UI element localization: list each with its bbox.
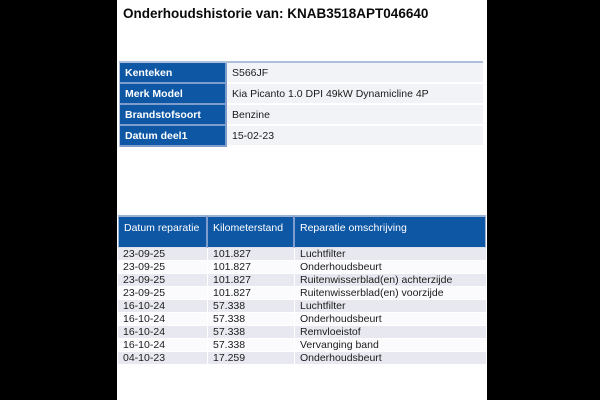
vehicle-row bbox=[120, 84, 483, 105]
history-row bbox=[118, 261, 486, 274]
cell-reparatie-omschrijving: Luchtfilter bbox=[295, 248, 486, 261]
cell-kilometerstand: 101.827 bbox=[208, 261, 295, 274]
history-header-row bbox=[118, 215, 486, 248]
history-row bbox=[118, 352, 486, 365]
cell-reparatie-omschrijving: Ruitenwisserblad(en) voorzijde bbox=[295, 287, 486, 300]
cell-reparatie-omschrijving: Onderhoudsbeurt bbox=[295, 261, 486, 274]
cell-reparatie-omschrijving: Luchtfilter bbox=[295, 300, 486, 313]
cell-reparatie-omschrijving: Ruitenwisserblad(en) achterzijde bbox=[295, 274, 486, 287]
cell-reparatie-omschrijving: Remvloeistof bbox=[295, 326, 486, 339]
vehicle-row bbox=[120, 105, 483, 126]
maintenance-history-table bbox=[118, 215, 486, 365]
document-page bbox=[117, 0, 487, 400]
cell-kilometerstand: 57.338 bbox=[208, 339, 295, 352]
history-row bbox=[118, 326, 486, 339]
vehicle-label-kenteken: Kenteken bbox=[120, 63, 227, 84]
vehicle-row bbox=[120, 63, 483, 84]
cell-reparatie-omschrijving: Onderhoudsbeurt bbox=[295, 313, 486, 326]
vehicle-value-datum-deel1: 15-02-23 bbox=[227, 126, 483, 147]
cell-kilometerstand: 101.827 bbox=[208, 248, 295, 261]
history-row bbox=[118, 287, 486, 300]
history-row bbox=[118, 274, 486, 287]
cell-datum-reparatie: 16-10-24 bbox=[118, 326, 208, 339]
cell-datum-reparatie: 23-09-25 bbox=[118, 261, 208, 274]
cell-datum-reparatie: 23-09-25 bbox=[118, 274, 208, 287]
column-header-reparatie-omschrijving: Reparatie omschrijving bbox=[295, 215, 486, 248]
history-row bbox=[118, 339, 486, 352]
history-row bbox=[118, 248, 486, 261]
cell-datum-reparatie: 23-09-25 bbox=[118, 287, 208, 300]
vehicle-label-brandstofsoort: Brandstofsoort bbox=[120, 105, 227, 126]
vehicle-value-brandstofsoort: Benzine bbox=[227, 105, 483, 126]
history-row bbox=[118, 313, 486, 326]
cell-datum-reparatie: 16-10-24 bbox=[118, 313, 208, 326]
column-header-datum-reparatie: Datum reparatie bbox=[118, 215, 208, 248]
cell-datum-reparatie: 04-10-23 bbox=[118, 352, 208, 365]
vehicle-value-kenteken: S566JF bbox=[227, 63, 483, 84]
cell-kilometerstand: 101.827 bbox=[208, 287, 295, 300]
cell-kilometerstand: 57.338 bbox=[208, 300, 295, 313]
history-row bbox=[118, 300, 486, 313]
cell-reparatie-omschrijving: Onderhoudsbeurt bbox=[295, 352, 486, 365]
cell-kilometerstand: 57.338 bbox=[208, 326, 295, 339]
cell-reparatie-omschrijving: Vervanging band bbox=[295, 339, 486, 352]
vehicle-label-datum-deel1: Datum deel1 bbox=[120, 126, 227, 147]
page-title: Onderhoudshistorie van: KNAB3518APT046640 bbox=[123, 6, 429, 21]
column-header-kilometerstand: Kilometerstand bbox=[208, 215, 295, 248]
cell-kilometerstand: 17.259 bbox=[208, 352, 295, 365]
cell-kilometerstand: 57.338 bbox=[208, 313, 295, 326]
vehicle-label-merk-model: Merk Model bbox=[120, 84, 227, 105]
cell-datum-reparatie: 23-09-25 bbox=[118, 248, 208, 261]
cell-datum-reparatie: 16-10-24 bbox=[118, 300, 208, 313]
cell-kilometerstand: 101.827 bbox=[208, 274, 295, 287]
cell-datum-reparatie: 16-10-24 bbox=[118, 339, 208, 352]
vehicle-value-merk-model: Kia Picanto 1.0 DPI 49kW Dynamicline 4P bbox=[227, 84, 483, 105]
vehicle-row bbox=[120, 126, 483, 147]
vehicle-info-table bbox=[119, 61, 483, 147]
